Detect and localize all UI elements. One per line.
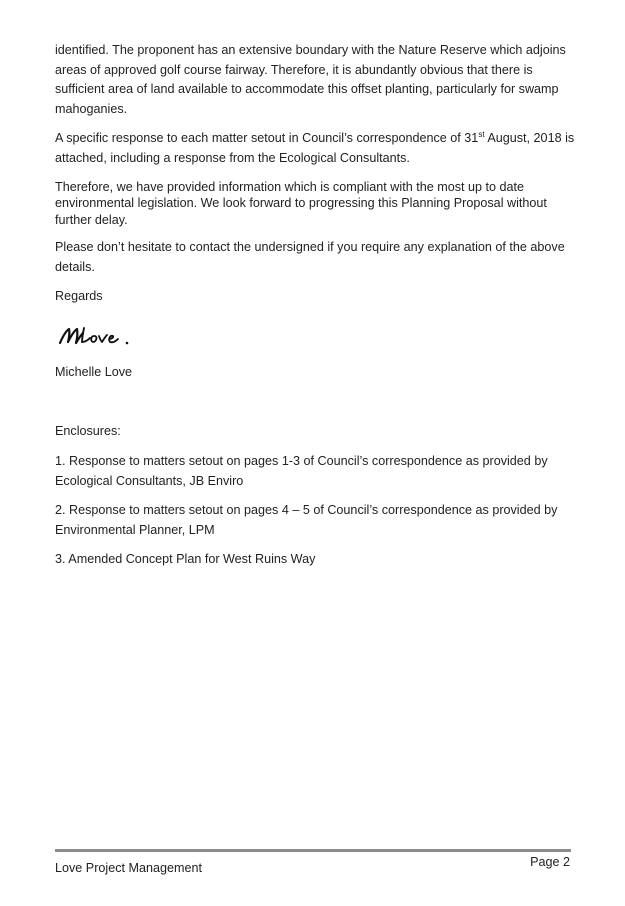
footer-divider — [55, 849, 571, 852]
signature-block — [55, 317, 575, 357]
paragraph-compliance: Therefore, we have provided information which is compliant with the most up to date environmental legislation. We look forward to progressing this Planning Proposal without further delay. — [55, 179, 547, 227]
closing-regards: Regards — [55, 289, 103, 304]
enclosure-item: 2. Response to matters setout on pages 4 – 5 of Council’s correspondence as provided by Environmental Planner, LPM — [55, 503, 558, 537]
paragraph-contact: Please don’t hesitate to contact the undersigned if you require any explanation of the above details. — [55, 240, 565, 274]
signatory-name: Michelle Love — [55, 364, 133, 379]
footer-company-name: Love Project Management — [55, 861, 203, 875]
paragraph-specific-response — [55, 129, 575, 168]
spacer — [55, 392, 575, 422]
ordinal-suffix: st — [478, 130, 485, 140]
footer-page-number: Page 2 — [530, 855, 570, 869]
letter-body — [55, 41, 575, 580]
paragraph-specific-response-text-b: August, 2018 is attached, including a response from the Ecological Consultants. — [55, 131, 575, 165]
handwritten-signature — [57, 321, 139, 349]
paragraph-specific-response-text-a: A specific response to each matter setout in Council’s correspondence of 31 — [55, 131, 479, 146]
enclosures-heading: Enclosures: — [55, 424, 121, 439]
enclosure-item: 1. Response to matters setout on pages 1-3 of Council’s correspondence as provided by Ecological Consultants, JB Enviro — [55, 454, 548, 488]
paragraph-offset-planting: identified. The proponent has an extensive boundary with the Nature Reserve which adjoins areas of approved golf course fairway. Therefore, it is abundantly obvious that there is sufficient area of land available to accommodate this offset planting, particularly for swamp mahoganies. — [55, 43, 566, 116]
enclosure-item: 3. Amended Concept Plan for West Ruins Way — [55, 552, 316, 567]
